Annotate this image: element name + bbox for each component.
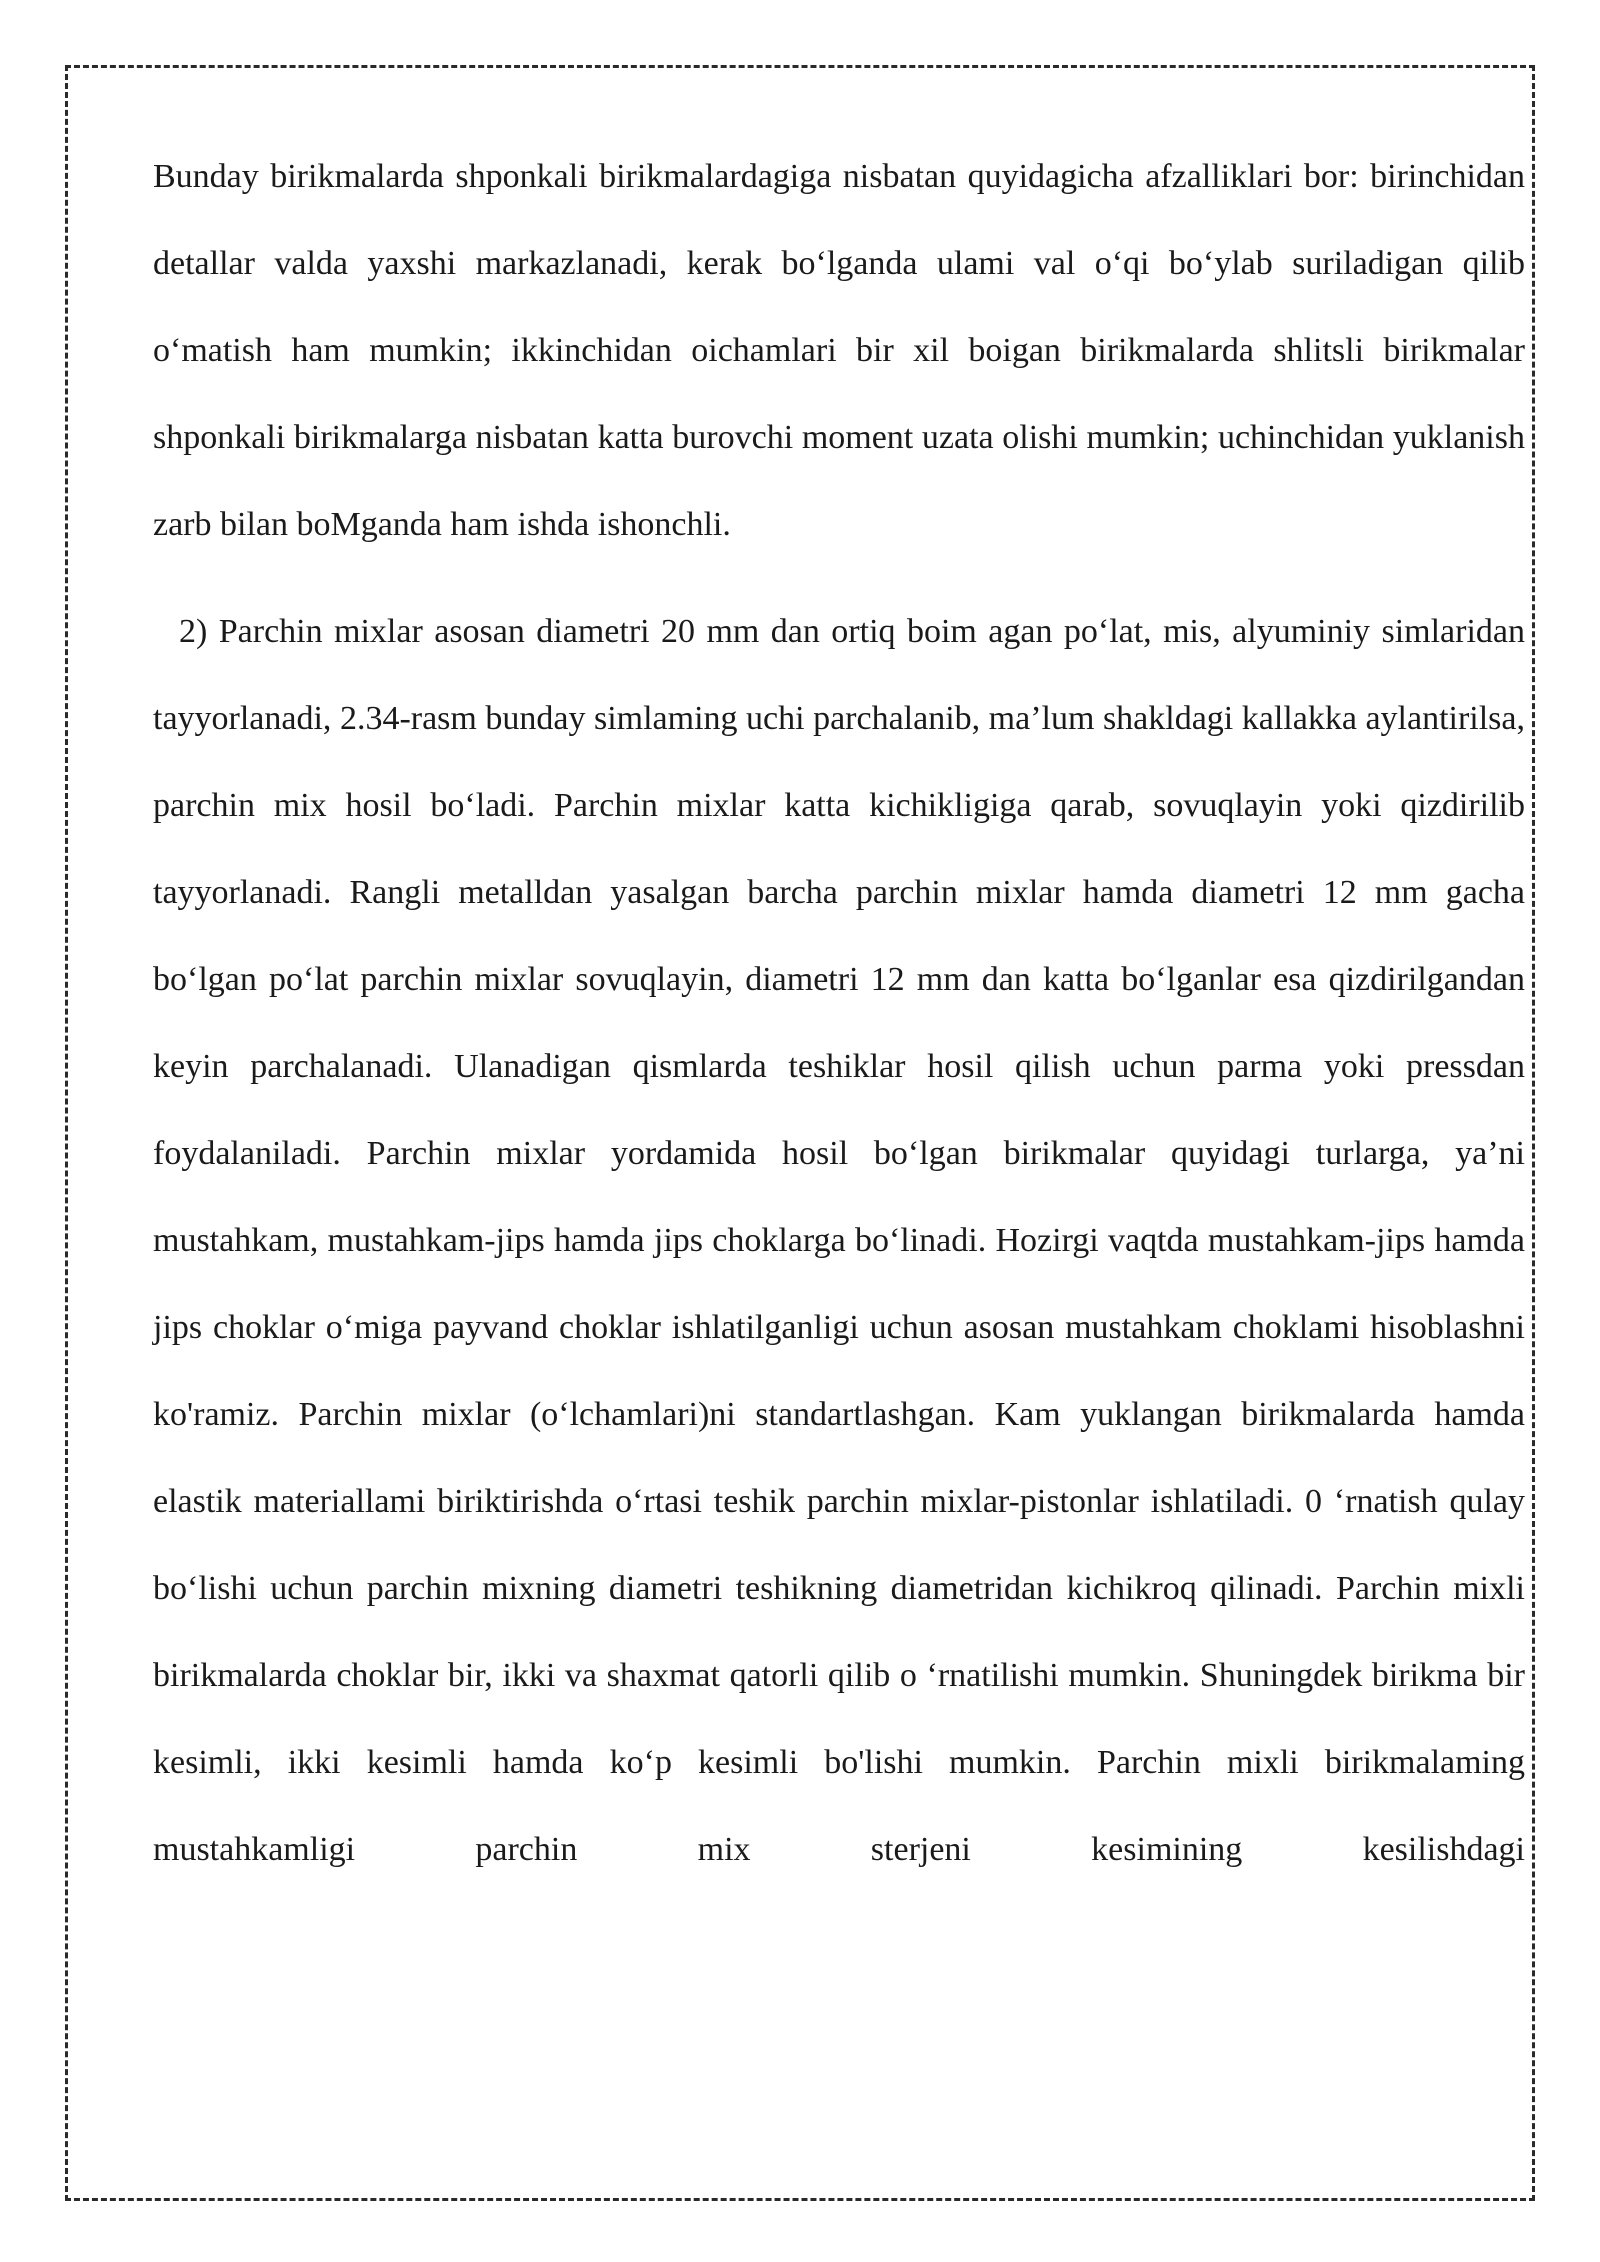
paragraph-rivets: 2) Parchin mixlar asosan diametri 20 mm dan ortiq boim agan po‘lat, mis, alyuminiy simlaridan tayyorlanadi, 2.34-rasm bunday simlaming uchi parchalanib, ma’lum shakldagi kallakka aylantirilsa, parchin mix hosil bo‘ladi. Parchin mixlar katta kichikligiga qarab, sovuqlayin yoki qizdirilib tayyorlanadi. Rangli metalldan yasalgan barcha parchin mixlar hamda diametri 12 mm gacha bo‘lgan po‘lat parchin mixlar sovuqlayin, diametri 12 mm dan katta bo‘lganlar esa qizdirilgandan keyin parchalanadi. Ulanadigan qismlarda teshiklar hosil qilish uchun parma yoki pressdan foydalaniladi. Parchin mixlar yordamida hosil bo‘lgan birikmalar quyidagi turlarga, ya’ni mustahkam, mustahkam-jips hamda jips choklarga bo‘linadi. Hozirgi vaqtda mustahkam-jips hamda jips choklar o‘miga payvand choklar ishlatilganligi uchun asosan mustahkam choklami hisoblashni ko'ramiz. Parchin mixlar (o‘lchamlari)ni standartlashgan. Kam yuklangan birikmalarda hamda elastik materiallami biriktirishda o‘rtasi teshik parchin mixlar-pistonlar ishlatiladi. 0 ‘rnatish qulay bo‘lishi uchun parchin mixning diametri teshikning diametridan kichikroq qilinadi. Parchin mixli birikmalarda choklar bir, ikki va shaxmat qatorli qilib o ‘rnatilishi mumkin. Shuningdek birikma bir kesimli, ikki kesimli hamda ko‘p kesimli bo'lishi mumkin. Parchin mixli birikmalaming mustahkamligi parchin mix sterjeni kesimining kesilishdagi [153,613,1525,1868]
paragraph-advantages: Bunday birikmalarda shponkali birikmalardagiga nisbatan quyidagicha afzalliklari bor: birinchidan detallar valda yaxshi markazlanadi, kerak bo‘lganda ulami val o‘qi bo‘ylab suriladigan qilib o‘matish ham mumkin; ikkinchidan oichamlari bir xil boigan birikmalarda shlitsli birikmalar shponkali birikmalarga nisbatan katta burovchi moment uzata olishi mumkin; uchinchidan yuklanish zarb bilan boMganda ham ishda ishonchli. [153,158,1525,543]
document-body [153,133,1525,1893]
